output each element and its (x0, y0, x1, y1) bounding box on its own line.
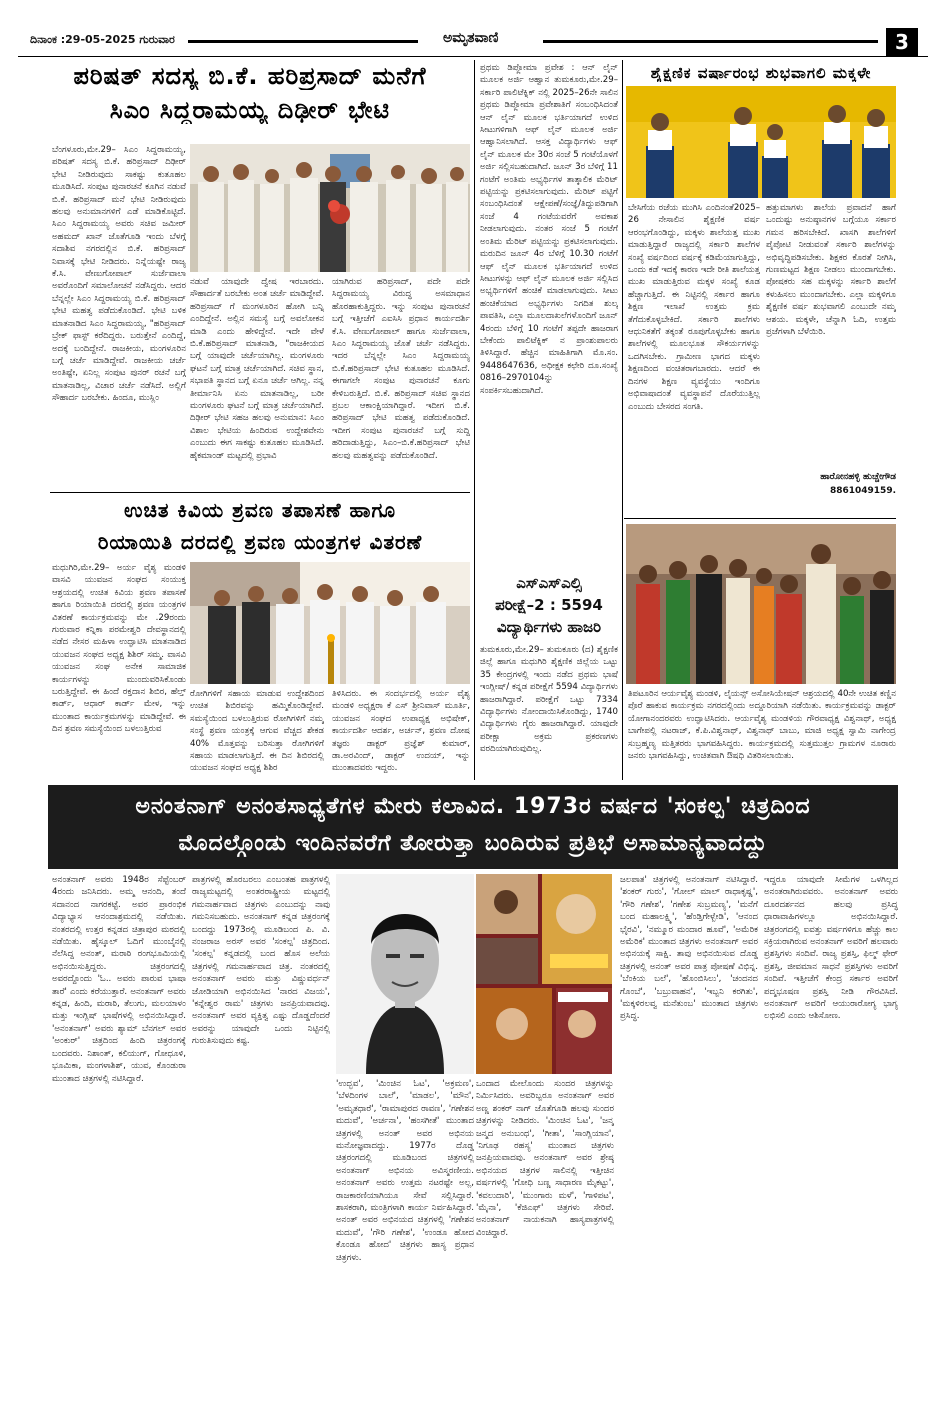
paper-name: ಅಮೃತವಾಣಿ (443, 30, 499, 46)
page-number-badge: 3 (886, 28, 918, 56)
story6-column-3: 'ಉದ್ಭವ', 'ಮಿಂಚಿನ ಓಟ', 'ಅಕ್ರಮಣ', 'ಬೆಳದಿಂಗಳ ಬಾಲೆ', 'ಮಾಡಲ', 'ಮೌನ', 'ಅಮೃತಧಾರೆ', 'ರಾಮಾಪುರದ ರಾವಣ', 'ಗಣೇಶನ ಮದುವೆ', 'ಅರ್ಚನಾ', 'ಹಂಸಗೀತೆ' ಮುಂತಾದ ಚಿತ್ರಗಳಲ್ಲಿ ಅನಂತ್ ಅವರ ಅಭಿನಯ ಮನೋಜ್ಞವಾದದ್ದು. 1977ರ ದೊಡ್ಡ ಚಿತ್ರರಂಗದಲ್ಲಿ ಮೂಡಿಬಂದ ಚಿತ್ರಗಳಲ್ಲಿ ಅನಂತನಾಗ್ ಅಭಿನಯ ಅವಿಸ್ಮರಣೀಯ. ಅನಂತನಾಗ್ ಅವರು ಉತ್ತಮ ನಟರಷ್ಟೇ ಅಲ್ಲ, ರಾಜಕಾರಣಿಯಾಗಿಯೂ ಸೇವೆ ಸಲ್ಲಿಸಿದ್ದಾರೆ. ಶಾಸಕರಾಗಿ, ಮಂತ್ರಿಗಳಾಗಿ ಕಾರ್ಯ ನಿರ್ವಹಿಸಿದ್ದಾರೆ. ಅನಂತ್ ಅವರ ಅಭಿನಯದ ಚಿತ್ರಗಳಲ್ಲಿ 'ಗಣೇಶನ ಮದುವೆ', 'ಗೌರಿ ಗಣೇಶ', 'ಉಂಡೂ ಹೋದ ಕೊಂಡೂ ಹೋದ' ಚಿತ್ರಗಳು ಹಾಸ್ಯ ಪ್ರಧಾನ ಚಿತ್ರಗಳು. (336, 1079, 474, 1263)
story2-column-1: ಮಧುಗಿರಿ,ಮೇ.29– ಅರ್ಯ ವೈಶ್ಯ ಮಂಡಳಿ ವಾಸವಿ ಯುವಜನ ಸಂಘದ ಸಂಯುಕ್ತ ಆಶ್ರಯದಲ್ಲಿ ಉಚಿತ ಕಿವಿಯ ಶ್ರವಣ ತಪಾಸಣೆ ಹಾಗೂ ರಿಯಾಯಿತಿ ದರದಲ್ಲಿ ಶ್ರವಣ ಯಂತ್ರಗಳ ವಿತರಣೆ ಕಾರ್ಯಕ್ರಮವನ್ನು ಮೇ .29ರಂದು ಗುರುವಾರ ಕನ್ನಿಕಾ ಪರಮೇಶ್ವರಿ ದೇವಸ್ಥಾನದಲ್ಲಿ ನಡೆದ ನೇಸರ ಮಹಿಳಾ ಉದ್ಘಾಟಿಸಿ ಮಾತನಾಡಿದ ಯುವಜನ ಸಂಘದ ಅಧ್ಯಕ್ಷ ಶಿಶಿರ್ ಸಮ್ಮ. ವಾಸವಿ ಯುವಜನ ಸಂಘ ಅನೇಕ ಸಾಮಾಜಿಕ ಕಾರ್ಯಗಳನ್ನು ಮುಂದುವರಿಸಿಕೊಂಡು ಬರುತ್ತಿದ್ದೇವೆ. ಈ ಹಿಂದೆ ರಕ್ತದಾನ ಶಿಬಿರ, ಹೆಲ್ತ್ ಕಾರ್ಡ್, ಆಧಾರ್ ಕಾರ್ಡ್ ಮೇಳ, ಇನ್ನು ಮುಂತಾದ ಕಾರ್ಯಕ್ರಮಗಳನ್ನು ಮಾಡಿದ್ದೇವೆ. ಈ ದಿನ ಶ್ರವಣ ಸಮಸ್ಯೆಯಿಂದ ಬಳಲುತ್ತಿರುವ (52, 563, 186, 735)
story2-headline-line1: ಉಚಿತ ಕಿವಿಯ ಶ್ರವಣ ತಪಾಸಣೆ ಹಾಗೂ (123, 498, 397, 522)
story6-column-5: ಜಲಪಾತ' ಚಿತ್ರಗಳಲ್ಲಿ ಅನಂತನಾಗ್ ನಟಿಸಿದ್ದಾರೆ. 'ಶಂಕರ್ ಗುರು', 'ಗೋಲ್ ಮಾಲ್ ರಾಧಾಕೃಷ್ಣ', 'ಗೌರಿ ಗಣೇಶ', 'ಗಣೇಶ ಸುಬ್ರಮಣ್ಯ', 'ಮನೆಗೆ ಬಂದ ಮಹಾಲಕ್ಷ್ಮಿ', 'ಹೆಂಡ್ತಿಗೇಳ್ಬೇಡಿ', 'ಆನಂದ ಭೈರವಿ', 'ನಮ್ಮೂರ ಮಂದಾರ ಹೂವೆ', 'ಅಮೆರಿಕ ಅಮೆರಿಕ' ಮುಂತಾದ ಚಿತ್ರಗಳು ಅನಂತನಾಗ್ ಅವರ ಅಭಿನಯಕ್ಕೆ ಸಾಕ್ಷಿ. ತಾವು ಅಭಿನಯಿಸುವ ದೊಡ್ಡ ಚಿತ್ರಗಳಲ್ಲಿ ಅನಂತ್ ಅವರ ಪಾತ್ರ ಪೋಷಣೆ ವಿಭಿನ್ನ. 'ಬೆಂಕಿಯ ಬಲೆ', 'ಹೊಂಬಿಸಿಲು', 'ಚಂದನದ ಗೊಂಬೆ', 'ಬಬ್ರುವಾಹನ', 'ಇಬ್ಬನಿ ಕರಗಿತು', 'ಮಕ್ಕಳಿರಲವ್ವ ಮನೆತುಂಬ' ಮುಂತಾದ ಚಿತ್ರಗಳು ಪ್ರಸಿದ್ಧ. (620, 875, 758, 1022)
story2-column-2: ರೋಗಿಗಳಿಗೆ ಸಹಾಯ ಮಾಡುವ ಉದ್ದೇಶದಿಂದ ಉಚಿತ ಶಿಬಿರವನ್ನು ಹಮ್ಮಿಕೊಂಡಿದ್ದೇವೆ. ಸಮಸ್ಯೆಯಿಂದ ಬಳಲುತ್ತಿರುವ ರೋಗಿಗಳಿಗೆ ನಮ್ಮ ಸಂಸ್ಥೆ ಶ್ರವಣ ಯಂತ್ರಕ್ಕೆ ಆಗುವ ವೆಚ್ಚದ ಶೇಕಡ 40% ಮೊತ್ತವನ್ನು ಬರಿಸುತ್ತಾ ರೋಗಿಗಳಿಗೆ ಸಹಾಯ ಮಾಡಲಾಗುತ್ತಿದೆ. ಈ ದಿನ ಶಿಬಿರದಲ್ಲಿ ಯುವಜನ ಸಂಘದ ಅಧ್ಯಕ್ಷ ಶಿಶಿರ (190, 689, 324, 774)
masthead-rule-right (543, 40, 878, 43)
story3-column: ಪ್ರಥಮ ಡಿಪ್ಲೋಮಾ ಪ್ರವೇಶ : ಆನ್ ಲೈನ್ ಮೂಲಕ ಅರ್ಜಿ ಆಹ್ವಾನ ತುಮಕೂರು,ಮೇ.29– ಸರ್ಕಾರಿ ಪಾಲಿಟೆಕ್ನಿಕ್ ನಲ್ಲಿ 2025–26ನೇ ಸಾಲಿನ ಪ್ರಥಮ ಡಿಪ್ಲೋಮಾ ಪ್ರವೇಶಾತಿಗೆ ಸಂಬಂಧಿಸಿದಂತೆ ಆನ್ ಲೈನ್ ಮೂಲಕ ಭರ್ತಿಯಾಗದೆ ಉಳಿದ ಸೀಟುಗಳಿಗಾಗಿ ಆಫ್ ಲೈನ್ ಮೂಲಕ ಅರ್ಜಿ ಆಹ್ವಾನಿಸಲಾಗಿದೆ. ಆಸಕ್ತ ವಿದ್ಯಾರ್ಥಿಗಳು ಆಫ್ ಲೈನ್ ಮೂಲಕ ಮೇ 30ರ ಸಂಜೆ 5 ಗಂಟೆಯೊಳಗೆ ಅರ್ಜಿ ಸಲ್ಲಿಸಬಹುದಾಗಿದೆ. ಜೂನ್ 3ರ ಬೆಳಿಗ್ಗೆ 11 ಗಂಟೆಗೆ ಅಂತಿಮ ಅಭ್ಯರ್ಥಿಗಳ ತಾತ್ಕಾಲಿಕ ಮೆರಿಟ್ ಪಟ್ಟಿಯನ್ನು ಪ್ರಕಟಿಸಲಾಗುವುದು. ಮೆರಿಟ್ ಪಟ್ಟಿಗೆ ಸಂಬಂಧಿಸಿದಂತೆ ಆಕ್ಷೇಪಣೆ/ಸಂಜ್ಞೆ/ತಿದ್ದುಪಡಿಗಾಗಿ ಸಂಜೆ 4 ಗಂಟೆಯವರೆಗೆ ಅವಕಾಶ ನೀಡಲಾಗುವುದು. ನಂತರ ಸಂಜೆ 5 ಗಂಟೆಗೆ ಅಂತಿಮ ಮೆರಿಟ್ ಪಟ್ಟಿಯನ್ನು ಪ್ರಕಟಿಸಲಾಗುವುದು. ಮರುದಿನ ಜೂನ್ 4ರ ಬೆಳಿಗ್ಗೆ 10.30 ಗಂಟೆಗೆ ಆಫ್ ಲೈನ್ ಮೂಲಕ ಭರ್ತಿಯಾಗದೆ ಉಳಿದ ಸೀಟುಗಳನ್ನು ಆಫ್ ಲೈನ್ ಮೂಲಕ ಅರ್ಜಿ ಸಲ್ಲಿಸಿದ ಅಭ್ಯರ್ಥಿಗಳಿಗೆ ಹಂಚಿಕೆ ಮಾಡಲಾಗುವುದು. ಸೀಟು ಹಂಚಿಕೆಯಾದ ಅಭ್ಯರ್ಥಿಗಳು ನಿಗದಿತ ಶುಲ್ಕ ಪಾವತಿಸಿ, ಎಲ್ಲಾ ಮೂಲದಾಖಲೆಗಳೊಂದಿಗೆ ಜೂನ್ 4ರಂದು ಬೆಳಿಗ್ಗೆ 10 ಗಂಟೆಗೆ ತಪ್ಪದೇ ಹಾಜರಾಗ ಬೇಕೆಂದು ಪಾಲಿಟೆಕ್ನಿಕ್ ನ ಪ್ರಾಂಶುಪಾಲರು ತಿಳಿಸಿದ್ದಾರೆ. ಹೆಚ್ಚಿನ ಮಾಹಿತಿಗಾಗಿ ಮೊ.ಸಂ. 9448647636, ಅಧೀಕ್ಷಕ ಕಛೇರಿ ದೂ.ಸಂಖ್ಯೆ 0816–2970104ನ್ನು ಸಂಪರ್ಕಿಸಬಹುದಾಗಿದೆ. (480, 63, 618, 396)
story4-byline-phone: 8861049159. (829, 486, 896, 496)
story3-sub-column: ತುಮಕೂರು,ಮೇ.29– ತುಮಕೂರು (ದ) ಶೈಕ್ಷಣಿಕ ಜಿಲ್ಲೆ ಹಾಗೂ ಮಧುಗಿರಿ ಶೈಕ್ಷಣಿಕ ಜಿಲ್ಲೆಯ ಒಟ್ಟು 35 ಕೇಂದ್ರಗಳಲ್ಲಿ ಇಂದು ನಡೆದ ಪ್ರಥಮ ಭಾಷೆ ಇಂಗ್ಲೀಷ್/ ಕನ್ನಡ ಪರೀಕ್ಷೆಗೆ 5594 ವಿದ್ಯಾರ್ಥಿಗಳು ಹಾಜರಾಗಿದ್ದಾರೆ. ಪರೀಕ್ಷೆಗೆ ಒಟ್ಟು 7334 ವಿದ್ಯಾರ್ಥಿಗಳು ನೋಂದಾಯಿಸಿಕೊಂಡಿದ್ದು, 1740 ವಿದ್ಯಾರ್ಥಿಗಳು ಗೈರು ಹಾಜರಾಗಿದ್ದಾರೆ. ಯಾವುದೇ ಪರೀಕ್ಷಾ ಅಕ್ರಮ ಪ್ರಕರಣಗಳು ವರದಿಯಾಗಿರುವುದಿಲ್ಲ. (480, 645, 618, 755)
story1-bottom-rule (50, 492, 470, 493)
story1-headline-line2: ಸಿಎಂ ಸಿದ್ದರಾಮಯ್ಯ ದಿಢೀರ್ ಭೇಟಿ (109, 96, 391, 124)
story3-subhead (480, 572, 618, 638)
story2-column-3: ತಿಳಿಸಿದರು. ಈ ಸಂದರ್ಭದಲ್ಲಿ ಅರ್ಯ ವೈಶ್ಯ ಮಂಡಳಿ ಅಧ್ಯಕ್ಷರಾ ಕೆ ಎಸ್ ಶ್ರೀನಿವಾಸ್ ಮೂರ್ತಿ, ಯುವಜನ ಸಂಘದ ಉಪಾಧ್ಯಕ್ಷ ಅಭಿಷೇಕ್, ಕಾರ್ಯದರ್ಶಿ ಆದರ್ಶ, ಅರ್ಚನ್, ಶ್ರವಣ ದೋಷ ತಜ್ಞರು ಡಾಕ್ಟರ್ ಪ್ರಜ್ಞೆಶ್ ಕುಮಾರ್, ಡಾ.ಅರವಿಂದ್, ಡಾಕ್ಟರ್ ಉದಯ್, ಇನ್ನು ಮುಂತಾದವರು ಇದ್ದರು. (332, 689, 470, 774)
story5-caption: ತಿಪಟೂರಿನ ಆರ್ಯವೈಶ್ಯ ಮಂಡಳಿ, ಲೈಯನ್ಸ್ ಅಸೋಸಿಯೇಷನ್ ಆಶ್ರಯದಲ್ಲಿ 40ನೇ ಉಚಿತ ಕಣ್ಣಿನ ಪೊರೆ ಹಾಕುವ ಕಾರ್ಯಕ್ರಮ ನಗರದಲ್ಲಿಂದು ಅದ್ದೂರಿಯಾಗಿ ನಡೆಯಿತು. ಕಾರ್ಯಕ್ರಮವನ್ನು ಡಾಕ್ಟರ್ ಯೋಗಾನಂದರವರು ಉದ್ಘಾಟಿಸಿದರು. ಆರ್ಯವೈಶ್ಯ ಮಂಡಳಿಯ ಗೌರವಾಧ್ಯಕ್ಷ ವಿಶ್ವನಾಥ್, ಅಧ್ಯಕ್ಷ ಬಾಗೇಪಲ್ಲಿ ನಟರಾಜ್, ಕೆ.ಪಿ.ವಿಶ್ವನಾಥ್, ವಿಶ್ವನಾಥ್ ಬಾಬು, ಮಾಜಿ ಅಧ್ಯಕ್ಷ ಸ್ವಾಮಿ ನಾಗೇಂದ್ರ ಸುಬ್ರಹ್ಮಣ್ಯ ಮತ್ತಿತರರು ಭಾಗವಹಿಸಿದ್ದರು. ಕಾರ್ಯಕ್ರಮದಲ್ಲಿ ಸುತ್ತಮುತ್ತಲ ಗ್ರಾಮಗಳ ನೂರಾರು ಜನರು ಭಾಗವಹಿಸಿದ್ದು, ಉಚಿತವಾಗಿ ಔಷಧಿ ವಿತರಿಸಲಾಯಿತು. (628, 689, 896, 762)
story6-column-2: ಪಾತ್ರಗಳಲ್ಲಿ ಹೊರಬರಲು ಎಂಬಂತಹ ಪಾತ್ರಗಳಲ್ಲಿ ರಾಜ್ಯಮಟ್ಟದಲ್ಲಿ ಅಂತರರಾಷ್ಟ್ರೀಯ ಮಟ್ಟದಲ್ಲಿ ಗಮನಾರ್ಹವಾದ ಚಿತ್ರಗಳು ಎಂಬುದನ್ನು ನಾವು ಗಮನಿಸಬಹುದು. ಅನಂತನಾಗ್ ಕನ್ನಡ ಚಿತ್ರರಂಗಕ್ಕೆ ಬಂದದ್ದು 1973ರಲ್ಲಿ ಮೂಡಿಬಂದ ಪಿ. ವಿ. ನಂಜರಾಜ ಅರಸ್ ಅವರ 'ಸಂಕಲ್ಪ' ಚಿತ್ರದಿಂದ. 'ಸಂಕಲ್ಪ' ಕನ್ನಡದಲ್ಲಿ ಬಂದ ಹೊಸ ಅಲೆಯ ಚಿತ್ರಗಳಲ್ಲಿ ಗಮನಾರ್ಹವಾದ ಚಿತ್ರ. ನಂತರದಲ್ಲಿ ಅನಂತನಾಗ್ ಅವರು ಮತ್ತು ವಿಷ್ಣುವರ್ಧನ್ ಜೋಡಿಯಾಗಿ ಅಭಿನಯಿಸಿದ 'ನಾರದ ವಿಜಯ', 'ಕನ್ನೇಶ್ವರ ರಾಮ' ಚಿತ್ರಗಳು ಜನಪ್ರಿಯವಾದವು. ಅನಂತನಾಗ್ ಅವರ ವ್ಯಕ್ತಿತ್ವ ಎಷ್ಟು ದೊಡ್ಡದೆಂದರೆ ಅವರನ್ನು ಯಾವುದೇ ಒಂದು ನಿಟ್ಟಿನಲ್ಲಿ ಗುರುತಿಸುವುದು ಕಷ್ಟ. (192, 875, 330, 1047)
story6-column-4: ಒಂದಾದ ಮೇಲೊಂದು ಸುಂದರ ಚಿತ್ರಗಳನ್ನು ನಿರ್ಮಿಸಿದರು. ಅವರಿಬ್ಬರೂ ಅನಂತನಾಗ್ ಅವರ ಅಣ್ಣ ಶಂಕರ್ ನಾಗ್ ಜೊತೆಗೂಡಿ ಹಲವು ಸುಂದರ ಚಿತ್ರಗಳನ್ನು ನೀಡಿದರು. 'ಮಿಂಚಿನ ಓಟ', 'ಜನ್ಮ ಜನ್ಮದ ಅನುಬಂಧ', 'ಗೀತಾ', 'ಸಾಂಗ್ಲಿಯಾನ', 'ನಿಗೂಢ ರಹಸ್ಯ' ಮುಂತಾದ ಚಿತ್ರಗಳು ಜನಪ್ರಿಯವಾದವು. ಅನಂತನಾಗ್ ಅವರ ಶ್ರೇಷ್ಠ ಅಭಿನಯದ ಚಿತ್ರಗಳ ಸಾಲಿನಲ್ಲಿ ಇತ್ತೀಚಿನ ವರ್ಷಗಳಲ್ಲಿ 'ಗೋಧಿ ಬಣ್ಣ ಸಾಧಾರಣ ಮೈಕಟ್ಟು', 'ಕವಲುದಾರಿ', 'ಮುಂಗಾರು ಮಳೆ', 'ಗಾಳಿಪಟ', 'ಮೈನಾ', 'ಕೆಜಿಎಫ್' ಚಿತ್ರಗಳು ಸೇರಿವೆ. ಅನಂತನಾಗ್ ನಾಯಕನಾಗಿ ಹಾಸ್ಯಪಾತ್ರಗಳಲ್ಲಿ ವಿಂಚಿದ್ದಾರೆ. (476, 1079, 614, 1238)
story4-column-1: ಬೇಸಿಗೆಯ ರಜೆಯ ಮುಗಿಸಿ ಎಂದಿನಂತೆ2025–26 ನೇಸಾಲಿನ ಶೈಕ್ಷಣಿಕ ವರ್ಷ ಆರಂಭಗೊಂಡಿದ್ದು, ಮಕ್ಕಳು ಶಾಲೆಯತ್ತ ಮುಖ ಮಾಡುತ್ತಿದ್ದಾರೆ ರಾಜ್ಯದಲ್ಲಿ ಸರ್ಕಾರಿ ಶಾಲೆಗಳ ಸಂಖ್ಯೆ ವರ್ಷದಿಂದ ವರ್ಷಕ್ಕೆ ಕಡಿಮೆಯಾಗುತ್ತಿದ್ದು, ಒಂದು ಕಡೆ ಇದಕ್ಕೆ ಕಾರಣ ಇದೇ ರೀತಿ ಶಾಲೆಯತ್ತ ಮುಖ ಮಾಡುತ್ತಿರುವ ಮಕ್ಕಳ ಸಂಖ್ಯೆ ಕೂಡ ಹೆಚ್ಚಾಗುತ್ತಿದೆ. ಈ ನಿಟ್ಟಿನಲ್ಲಿ ಸರ್ಕಾರ ಹಾಗೂ ಶಿಕ್ಷಣ ಇಲಾಖೆ ಉತ್ತಮ ಕ್ರಮ ತೆಗೆದುಕೊಳ್ಳಬೇಕಿದೆ. ಸರ್ಕಾರಿ ಶಾಲೆಗಳು ಆಧುನಿಕತೆಗೆ ತಕ್ಕಂತೆ ರೂಪುಗೊಳ್ಳಬೇಕು ಹಾಗೂ ಶಾಲೆಗಳಲ್ಲಿ ಮೂಲಭೂತ ಸೌಕರ್ಯಗಳನ್ನು ಒದಗಿಸಬೇಕು. ಗ್ರಾಮೀಣ ಭಾಗದ ಮಕ್ಕಳು ಶಿಕ್ಷಣದಿಂದ ವಂಚಿತರಾಗಬಾರದು. ಆದರೆ ಈ ದಿನಗಳ ಶಿಕ್ಷಣ ವ್ಯವಸ್ಥೆಯು ಇಂದಿಗೂ ಅಭಿವಾಷಾದಂತೆ ವ್ಯವಸ್ಥಾಪನೆ ದೊರೆಯುತ್ತಿಲ್ಲ ಎಂಬುದು ಬೇಸರದ ಸಂಗತಿ. (628, 203, 760, 412)
story3-subhead-line2: ಪರೀಕ್ಷೆ–2 : 5594 (495, 596, 603, 614)
story6-column-1: ಅನಂತನಾಗ್ ಅವರು 1948ರ ಸೆಪ್ಟೆಂಬರ್ 4ರಂದು ಜನಿಸಿದರು. ಅಮ್ಮ ಆನಂದಿ, ತಂದೆ ಸದಾನಂದ ನಾಗರಕಟ್ಟೆ. ಅವರ ಪ್ರಾರಂಭಿಕ ವಿದ್ಯಾಭ್ಯಾಸ ಆನಂದಾಶ್ರಮದಲ್ಲಿ ನಡೆಯಿತು. ನಂತರದಲ್ಲಿ ಉತ್ತರ ಕನ್ನಡದ ಚಿತ್ರಾಪುರ ಮಠದಲ್ಲಿ ನಡೆಯಿತು. ಹೈಸ್ಕೂಲ್ ಓದಿಗೆ ಮುಂಬೈನಲ್ಲಿ ನೆಲೆಸಿದ್ದ ಅನಂತ್, ಮರಾಠಿ ರಂಗಭೂಮಿಯಲ್ಲಿ ಅಭಿನಯಿಸುತ್ತಿದ್ದರು. ಚಿತ್ರರಂಗದಲ್ಲಿ ಅವರದ್ದೊಂದು 'ಓ.. ಅವರು ಪಾರುವ ಭಾಷಾ ತಾರೆ' ಎಂದು ಕರೆಯುತ್ತಾರೆ. ಅನಂತನಾಗ್ ಅವರು ಕನ್ನಡ, ಹಿಂದಿ, ಮರಾಠಿ, ತೆಲುಗು, ಮಲಯಾಳಂ ಮತ್ತು ಇಂಗ್ಲಿಷ್ ಭಾಷೆಗಳಲ್ಲಿ ಅಭಿನಯಿಸಿದ್ದಾರೆ. 'ಅನಂತನಾಗ್' ಅವರು ಶ್ಯಾಮ್ ಬೆನಗಲ್ ಅವರ 'ಅಂಕುರ್' ಚಿತ್ರದಿಂದ ಹಿಂದಿ ಚಿತ್ರರಂಗಕ್ಕೆ ಬಂದವರು. ನಿಶಾಂತ್, ಕಲಿಯುಗ್, ಗೋಧೂಳಿ, ಭೂಮಿಕಾ, ಮಂಗಳಾಶಿಶ್, ಯುವ, ಕೊಂಡುರಾ ಮುಂತಾದ ಚಿತ್ರಗಳಲ್ಲಿ ನಟಿಸಿದ್ದಾರೆ. (52, 875, 186, 1084)
story4-headline: ಶೈಕ್ಷಣಿಕ ವರ್ಷಾರಂಭ ಶುಭವಾಗಲಿ ಮಕ್ಕಳೇ (650, 64, 872, 82)
story1-column-1: ಬೆಂಗಳೂರು,ಮೇ.29– ಸಿಎಂ ಸಿದ್ದರಾಮಯ್ಯ, ಪರಿಷತ್ ಸದಸ್ಯ ಬಿ.ಕೆ. ಹರಿಪ್ರಸಾದ್ ದಿಢೀರ್ ಭೇಟಿ ನೀಡಿರುವುದು ಸಾಕಷ್ಟು ಕುತೂಹಲ ಮೂಡಿಸಿದೆ. ಸಂಪುಟ ಪುನಾರಚನೆ ಕೂಗಿನ ನಡುವೆ ಬಿ.ಕೆ. ಹರಿಪ್ರಸಾದ್ ಮನೆ ಭೇಟಿ ನೀಡಿರುವುದು ಹಲವು ಅನುಮಾನಗಳಿಗೆ ಎಡೆ ಮಾಡಿಕೊಟ್ಟಿದೆ. ಸಿಎಂ ಸಿದ್ದರಾಮಯ್ಯ ಅವರು ಸಚಿವ ಜಮೀರ್ ಅಹಮದ್ ಖಾನ್ ಜೊತೆಗೂಡಿ ಇಂದು ಬೆಳಗ್ಗೆ ಸದಾಶಿವ ನಗರದಲ್ಲಿನ ಬಿ.ಕೆ. ಹರಿಪ್ರಸಾದ್ ನಿವಾಸಕ್ಕೆ ಭೇಟಿ ನೀಡಿದರು. ನಿನ್ನೆಯಷ್ಟೇ ರಾಜ್ಯ ಕೆ.ಸಿ. ವೇಣುಗೋಪಾಲ್ ಸುರ್ಜೆವಾಲಾ ಅವರೊಂದಿಗೆ ಸಮಾಲೋಚನೆ ನಡೆಸಿದ್ದರು. ಆದರ ಬೆನ್ನಲ್ಲೇ ಸಿಎಂ ಸಿದ್ದರಾಮಯ್ಯ ಬಿ.ಕೆ. ಹರಿಪ್ರಸಾದ್ ಭೇಟಿ ಮಹತ್ವ ಪಡೆದುಕೊಂಡಿದೆ. ಭೇಟಿ ಬಳಿಕ ಮಾತನಾಡಿದ ಸಿಎಂ ಸಿದ್ದರಾಮಯ್ಯ, "ಹರಿಪ್ರಸಾದ್ ಬ್ರೇಕ್ ಫಾಸ್ಟ್ ಕರೆದಿದ್ದರು. ಬರುತ್ತೇನೆ ಎಂದಿದ್ದೆ, ಅದಕ್ಕೆ ಬಂದಿದ್ದೇನೆ. ರಾಜಕೀಯ, ಮಂಗಳೂರಿನ ಬಗ್ಗೆ ಚರ್ಚೆ ಮಾಡಿದ್ದೇವೆ. ರಾಜಕೀಯ ಚರ್ಚೆ ಅಂತಿಷ್ಟೇ, ಏನಿಲ್ಲ ಸಂಪುಟ ಪುನರ್ ರಚನೆ ಬಗ್ಗೆ ಮಾತನಾಡಿಲ್ಲ, ವಿಚಾರ ಚರ್ಚೆ ನಡೆಸಿದೆ. ಅಲ್ಲಿಗೆ ಸೌಹಾರ್ದ ಬರಬೇಕು. ಹಿಂದೂ, ಮುಸ್ಲಿಂ (52, 145, 186, 404)
feature-banner-line1: ಅನಂತನಾಗ್ ಅನಂತಸಾಧ್ಯತೆಗಳ ಮೇರು ಕಲಾವಿದ. 1973ರ ವರ್ಷದ 'ಸಂಕಲ್ಪ' ಚಿತ್ರದಿಂದ (135, 794, 811, 819)
story6-collage-photo (476, 874, 612, 1074)
masthead-rule-left (188, 40, 418, 43)
story6-column-6: ಇದ್ದರೂ ಯಾವುದೇ ಸೀಮೆಗಳ ಒಳಗಿಲ್ಲದ ಅನಂತರಾಗಿರುವವರು. ಅನಂತನಾಗ್ ಅವರು ದೂರದರ್ಶನದ ಹಲವು ಪ್ರಸಿದ್ಧ ಧಾರಾವಾಹಿಗಳಲ್ಲೂ ಅಭಿನಯಿಸಿದ್ದಾರೆ. ಚಿತ್ರರಂಗದಲ್ಲಿ ಐವತ್ತು ವರ್ಷಗಳಿಗೂ ಹೆಚ್ಚು ಕಾಲ ಸಕ್ರಿಯರಾಗಿರುವ ಅನಂತನಾಗ್ ಅವರಿಗೆ ಹಲವಾರು ಪ್ರಶಸ್ತಿಗಳು ಸಂದಿವೆ. ರಾಜ್ಯ ಪ್ರಶಸ್ತಿ, ಫಿಲ್ಮ್ ಫೇರ್ ಪ್ರಶಸ್ತಿ, ಜೀವಮಾನ ಸಾಧನೆ ಪ್ರಶಸ್ತಿಗಳು ಅವರಿಗೆ ಸಂದಿವೆ. ಇತ್ತೀಚೆಗೆ ಕೇಂದ್ರ ಸರ್ಕಾರ ಅವರಿಗೆ ಪದ್ಮಭೂಷಣ ಪ್ರಶಸ್ತಿ ನೀಡಿ ಗೌರವಿಸಿದೆ. ಅನಂತನಾಗ್ ಅವರಿಗೆ ಆಯುರಾರೋಗ್ಯ ಭಾಗ್ಯ ಲಭಿಸಲಿ ಎಂದು ಆಶಿಸೋಣ. (764, 875, 898, 1022)
masthead (18, 28, 928, 54)
story4-bottom-rule (624, 518, 896, 519)
column-divider-1 (474, 60, 475, 780)
story3-subhead-line3: ವಿದ್ಯಾರ್ಥಿಗಳು ಹಾಜರಿ (496, 618, 602, 636)
story1-headline-line1: ಪರಿಷತ್ ಸದಸ್ಯ ಬಿ.ಕೆ. ಹರಿಪ್ರಸಾದ್ ಮನೆಗೆ (73, 62, 427, 90)
story5-photo (626, 524, 896, 684)
masthead-underline (18, 56, 928, 57)
story4-byline-name: ಹಾರೋನಹಳ್ಳಿ ಹುಚ್ಚೇಗೌಡ (820, 472, 896, 482)
story2-headline-line2: ರಿಯಾಯಿತಿ ದರದಲ್ಲಿ ಶ್ರವಣ ಯಂತ್ರಗಳ ವಿತರಣೆ (97, 530, 423, 554)
story6-portrait-photo (336, 874, 474, 1074)
story4-byline (766, 470, 896, 498)
story1-column-3: ಯಾಗಿರುವ ಹರಿಪ್ರಸಾದ್, ಪದೇ ಪದೇ ಸಿದ್ದರಾಮಯ್ಯ ವಿರುದ್ಧ ಅಸಮಾಧಾನ ಹೊರಹಾಕುತ್ತಿದ್ದರು. ಇನ್ನು ಸಂಪುಟ ಪುನಾರಚನೆ ಬಗ್ಗೆ ಇತ್ತೀಚೆಗೆ ಎಐಸಿಸಿ ಪ್ರಧಾನ ಕಾರ್ಯದರ್ಶಿ ಕೆ.ಸಿ. ವೇಣುಗೋಪಾಲ್ ಹಾಗೂ ಸುರ್ಜೆವಾಲಾ, ಸಿಎಂ ಸಿದ್ದರಾಮಯ್ಯ ಜೊತೆ ಚರ್ಚೆ ನಡೆಸಿದ್ದರು. ಇದರ ಬೆನ್ನಲ್ಲೇ ಸಿಎಂ ಸಿದ್ದರಾಮಯ್ಯ ಬಿ.ಕೆ.ಹರಿಪ್ರಸಾದ್ ಭೇಟಿ ಕುತೂಹಲ ಮೂಡಿಸಿದೆ. ಈಗಾಗಲೇ ಸಂಪುಟ ಪುನಾರಚನೆ ಕೂಗು ಕೇಳಿಬರುತ್ತಿದೆ. ಬಿ.ಕೆ. ಹರಿಪ್ರಸಾದ್ ಸಚಿವ ಸ್ಥಾನದ ಪ್ರಬಲ ಆಕಾಂಕ್ಷಿಯಾಗಿದ್ದಾರೆ. ಇದೀಗ ಬಿ.ಕೆ. ಹರಿಪ್ರಸಾದ್ ಭೇಟಿ ಮಹತ್ವ ಪಡೆದುಕೊಂಡಿದೆ. ಇದೀಗ ಸಂಪುಟ ಪುನಾರಚನೆ ಬಗ್ಗೆ ಸುದ್ದಿ ಹರಿದಾಡುತ್ತಿದ್ದು, ಸಿಎಂ–ಬಿ.ಕೆ.ಹರಿಪ್ರಸಾದ್ ಭೇಟಿ ಹಲವು ಮಹತ್ವವನ್ನು ಪಡೆದುಕೊಂಡಿದೆ. (332, 277, 470, 461)
story4-column-2: ಹತ್ತುಮಾಗಳು ಶಾಲೆಯ ಪ್ರವಾದನೆ ಹಾಗೆ ಒಂದುಷ್ಟು ಅನುಷ್ಠಾನಗಳ ಬಗ್ಗೆಯೂ ಸರ್ಕಾರ ಗಮನ ಹರಿಸಬೇಕಿದೆ. ಖಾಸಗಿ ಶಾಲೆಗಳಿಗೆ ಪೈಪೋಟಿ ನೀಡುವಂತೆ ಸರ್ಕಾರಿ ಶಾಲೆಗಳನ್ನು ಅಭಿವೃದ್ಧಿಪಡಿಸಬೇಕು. ಶಿಕ್ಷಕರ ಕೊರತೆ ನೀಗಿಸಿ, ಗುಣಮಟ್ಟದ ಶಿಕ್ಷಣ ನೀಡಲು ಮುಂದಾಗಬೇಕು. ಪೋಷಕರು ಸಹ ಮಕ್ಕಳನ್ನು ಸರ್ಕಾರಿ ಶಾಲೆಗೆ ಕಳುಹಿಸಲು ಮುಂದಾಗಬೇಕು. ಎಲ್ಲಾ ಮಕ್ಕಳಿಗೂ ಶೈಕ್ಷಣಿಕ ವರ್ಷ ಶುಭವಾಗಲಿ ಎಂಬುದೇ ನಮ್ಮ ಆಶಯ. ಮಕ್ಕಳೇ, ಚೆನ್ನಾಗಿ ಓದಿ, ಉತ್ತಮ ಪ್ರಜೆಗಳಾಗಿ ಬೆಳೆಯಿರಿ. (766, 203, 896, 338)
story1-column-2: ನಡುವೆ ಯಾವುದೇ ದ್ವೇಷ ಇರಬಾರದು. ಸೌಹಾರ್ದತೆ ಬರಬೇಕು ಅಂತ ಚರ್ಚೆ ಮಾಡಿದ್ದೇವೆ. ಹರಿಪ್ರಸಾದ್ ಗೆ ಮಂಗಳೂರಿನ ಹೋಗಿ ಬನ್ನಿ ಎಂದಿದ್ದೇನೆ. ಅಲ್ಲಿನ ಸಮಸ್ಯೆ ಬಗ್ಗೆ ಅವಲೋಕನ ಮಾಡಿ ಎಂದು ಹೇಳಿದ್ದೇನೆ. ಇದೇ ವೇಳೆ ಬಿ.ಕೆ.ಹರಿಪ್ರಸಾದ್ ಮಾತನಾಡಿ, "ರಾಜಕೀಯದ ಬಗ್ಗೆ ಯಾವುದೇ ಚರ್ಚೆಯಾಗಿಲ್ಲ. ಮಂಗಳೂರು ಘಟನೆ ಬಗ್ಗೆ ಮಾತ್ರ ಚರ್ಚೆಯಾಗಿದೆ. ಸಚಿವ ಸ್ಥಾನ, ಸಭಾಪತಿ ಸ್ಥಾನದ ಬಗ್ಗೆ ಏನೂ ಚರ್ಚೆ ಆಗಿಲ್ಲ. ನನ್ನ ತೀರ್ಮಾನಿಸಿ ಏನು ಮಾತನಾಡಿಲ್ಲ, ಬರೀ ಮಂಗಳೂರು ಘಟನೆ ಬಗ್ಗೆ ಮಾತ್ರ ಚರ್ಚೆಯಾಗಿದೆ. ದಿಢೀರ್ ಭೇಟಿ ಸಹಜ ಹಲವು ಅನುಮಾನ: ಸಿಎಂ ವಿಶಾಲ ಭೇಟಿಯ ಹಿಂದಿರುವ ಉದ್ದೇಶವೇನು ಎಂಬುದು ಈಗ ಸಾಕಷ್ಟು ಕುತೂಹಲ ಮೂಡಿಸಿದೆ. ಹೈಕಮಾಂಡ್ ಮಟ್ಟದಲ್ಲಿ ಪ್ರಭಾವಿ (190, 277, 324, 461)
column-divider-2 (622, 60, 623, 780)
feature-banner (48, 785, 898, 869)
story2-photo (190, 562, 470, 684)
issue-date: ದಿನಾಂಕ :29-05-2025 ಗುರುವಾರ (30, 33, 175, 46)
story4-photo (626, 86, 896, 198)
story1-photo (190, 144, 470, 272)
feature-banner-line2: ಮೊದಲ್ಗೊಂಡು ಇಂದಿನವರೆಗೆ ತೋರುತ್ತಾ ಬಂದಿರುವ ಪ್ರತಿಭೆ ಅಸಾಮಾನ್ಯವಾದದ್ದು (178, 831, 768, 856)
story3-subhead-line1: ಎಸ್ಎಸ್ಎಲ್ಸಿ (516, 574, 582, 592)
